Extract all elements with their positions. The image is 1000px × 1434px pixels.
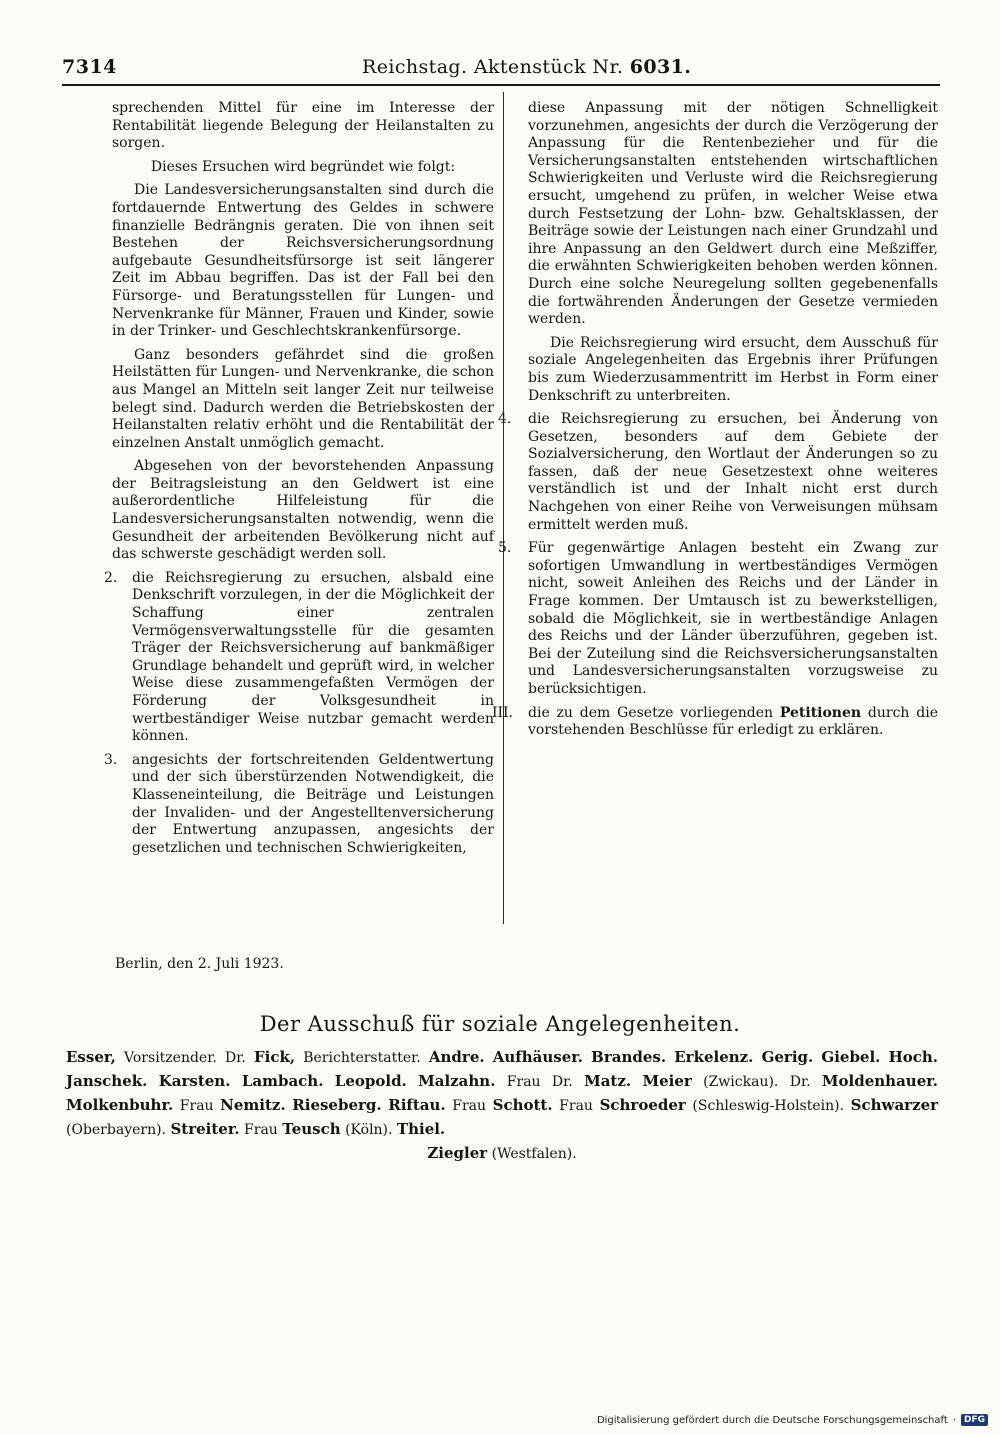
running-title-text: Reichstag. Aktenstück Nr. xyxy=(362,56,624,78)
item-number: III. xyxy=(492,704,514,721)
member-name: Hoch. xyxy=(888,1048,939,1066)
member-name: Gerig. xyxy=(761,1048,814,1066)
paragraph: Die Landesversicherungsanstalten sind durch die fortdauernde Entwertung des Geldes in schwere finanzielle Bedrängnis geraten. Die von ihnen seit Bestehen der Reichsversicherungsordnung aufgebaute Gesundheitsfürsorge ist seit längerer Zeit im Abbau begriffen. Das ist der Fall bei den Fürsorge- und Beratungsstellen für Lungen- und Nervenkranke für Männer, Frauen und Kinder, sowie in der Trinker- und Geschlechtskrankenfürsorge. xyxy=(112,182,494,340)
member-list-last-line xyxy=(66,1142,938,1166)
member-name: Schott. xyxy=(492,1096,553,1114)
paragraph: sprechenden Mittel für eine im Interesse der Rentabilität liegende Belegung der Heilanstalten zu sorgen. xyxy=(112,100,494,152)
member-name: Erkelenz. xyxy=(674,1048,754,1066)
member-name: Riftau. xyxy=(388,1096,446,1114)
member-name: Moldenhauer. xyxy=(821,1072,938,1090)
item-text: die Reichsregierung zu ersuchen, alsbald eine Denkschrift vorzulegen, in der die Möglichkeit der Schaffung einer zentralen Vermögensverwaltungsstelle für die gesamten Träger der Reichsversicherung auf bankmäßiger Grundlage behandelt und geprüft wird, in welcher Weise diese zusammengefaßten Vermögen der Förderung der Volksgesundheit in wertbeständiger Weise nutzbar gemacht werden können. xyxy=(132,569,494,745)
paragraph: Die Reichsregierung wird ersucht, dem Ausschuß für soziale Angelegenheiten das Ergebnis ihrer Prüfungen bis zum Wiederzusammentritt im Herbst in Form einer Denkschrift zu unterbreiten. xyxy=(528,334,938,404)
list-item xyxy=(492,704,938,740)
member-name: Fick, xyxy=(253,1048,296,1066)
member-role: Frau xyxy=(445,1098,493,1114)
member-name: Rieseberg. xyxy=(292,1096,382,1114)
column-divider xyxy=(503,92,504,924)
footer-text: Digitalisierung gefördert durch die Deutsche Forschungsgemeinschaft xyxy=(596,1414,948,1426)
item-text: Für gegenwärtige Anlagen besteht ein Zwang zur sofortigen Umwandlung in wertbeständiges Vermögen nicht, soweit Anleihen des Reichs und der Länder in Frage kommen. Der Umtausch ist zu bewerkstelligen, sobald die Möglichkeit, sie in wertbeständige Anlagen des Reichs und der Länder überzuführen, gegeben ist. Bei der Zuteilung sind die Reichsversicherungsanstalten und Landesversicherungsanstalten vorzugsweise zu berücksichtigen. xyxy=(528,540,938,697)
item-text xyxy=(528,705,938,739)
committee-title: Der Ausschuß für soziale Angelegenheiten. xyxy=(259,1012,741,1036)
paragraph: Abgesehen von der bevorstehenden Anpassung der Beitragsleistung an den Geldwert ist eine außerordentliche Hilfeleistung für die Landesversicherungsanstalten notwendig, wenn die Gesundheit der arbeitenden Bevölkerung nicht auf das schwerste geschädigt werden soll. xyxy=(112,458,494,563)
item-text-part: durch die vorstehenden Beschlüsse für erledigt zu erklären. xyxy=(528,704,938,739)
member-name: Meier xyxy=(642,1072,692,1090)
member-name: Esser, xyxy=(66,1048,116,1066)
member-name: Leopold. xyxy=(334,1072,407,1090)
paragraph: Dieses Ersuchen wird begründet wie folgt: xyxy=(150,158,456,175)
member-name: Schwarzer xyxy=(850,1096,939,1114)
member-name: Molkenbuhr. xyxy=(66,1096,174,1114)
member-list xyxy=(66,1046,938,1166)
footer-separator: · xyxy=(952,1414,956,1426)
member-role: Frau Dr. xyxy=(495,1074,585,1090)
member-name: Karsten. xyxy=(158,1072,231,1090)
list-item xyxy=(498,411,938,534)
item-number: 5. xyxy=(498,540,512,557)
member-name: Andre. xyxy=(428,1048,485,1066)
member-role: Berichterstatter. xyxy=(295,1050,429,1066)
running-title xyxy=(362,56,691,78)
member-role: Frau xyxy=(552,1098,593,1114)
member-name: Thiel. xyxy=(396,1120,446,1138)
member-role: (Schleswig-Holstein). xyxy=(685,1098,851,1114)
item-text-part: die zu dem Gesetze vorliegenden xyxy=(528,704,780,721)
dfg-logo: DFG xyxy=(961,1414,988,1426)
member-name: Malzahn. xyxy=(418,1072,496,1090)
right-column xyxy=(492,100,938,746)
member-name: Schroeder xyxy=(599,1096,686,1114)
item-number: 2. xyxy=(104,569,118,586)
member-role: Frau xyxy=(173,1098,221,1114)
document-number: 6031. xyxy=(629,56,692,78)
item-number: 3. xyxy=(104,751,118,768)
member-name: Matz. xyxy=(584,1072,632,1090)
list-item xyxy=(104,569,494,746)
page-header xyxy=(62,56,938,86)
item-text: angesichts der fortschreitenden Geldentwertung und der sich überstürzenden Notwendigkeit, die Klasseneinteilung, die Beiträge und Leistungen der Invaliden- und der Angestelltenversicherung der Entwertung anzupassen, angesichts der gesetzlichen und technischen Schwierigkeiten, xyxy=(132,751,494,856)
paragraph: diese Anpassung mit der nötigen Schnelligkeit vorzunehmen, angesichts der durch die Verzögerung der Anpassung für die Rentenbezieher und für die Versicherungsanstalten entstehenden wirtschaftlichen Schwierigkeiten und Verluste wird die Reichsregierung ersucht, umgehend zu prüfen, in welcher Weise etwa durch Festsetzung der Lohn- bzw. Gehaltsklassen, der Beiträge sowie der Leistungen nach einer Grundzahl und ihre Anpassung an den Geldwert durch eine Meßziffer, die erwähnten Schwierigkeiten behoben werden können. Durch eine solche Neuregelung sollten gegebenenfalls die fortwährenden Änderungen der Gesetze vermieden werden. xyxy=(528,100,938,328)
member-role: Vorsitzender. Dr. xyxy=(115,1050,254,1066)
list-item xyxy=(104,751,494,858)
header-rule xyxy=(62,84,940,86)
member-role: (Oberbayern). xyxy=(66,1122,171,1138)
paragraph: Ganz besonders gefährdet sind die großen Heilstätten für Lungen- und Nervenkranke, die schon aus Mangel an Mitteln seit langer Zeit nur teilweise belegt sind. Dadurch werden die Betriebskosten der Heilanstalten relativ erhöht und die Rentabilität der einzelnen Anstalt unmöglich gemacht. xyxy=(112,346,494,451)
member-name: Brandes. xyxy=(591,1048,667,1066)
item-text: die Reichsregierung zu ersuchen, bei Änderung von Gesetzen, besonders auf dem Gebiete der Sozialversicherung, den Wortlaut der Änderungen so zu fassen, daß der neue Gesetzestext ohne weiteres verständlich ist und der Inhalt nicht erst durch Nachgehen von einer Reihe von Verweisungen mühsam ermittelt werden muß. xyxy=(528,411,938,533)
member-name: Streiter. xyxy=(170,1120,240,1138)
item-number: 4. xyxy=(498,411,512,428)
page-number: 7314 xyxy=(62,56,117,78)
member-role: (Zwickau). Dr. xyxy=(691,1074,822,1090)
member-role: Frau xyxy=(239,1122,283,1138)
member-name: Giebel. xyxy=(821,1048,881,1066)
member-name: Aufhäuser. xyxy=(492,1048,584,1066)
member-role: (Westfalen). xyxy=(487,1146,577,1162)
member-name: Ziegler xyxy=(427,1144,488,1162)
member-name: Janschek. xyxy=(66,1072,148,1090)
member-name: Nemitz. xyxy=(220,1096,286,1114)
list-item xyxy=(498,540,938,698)
member-name: Teusch xyxy=(282,1120,341,1138)
digitization-footer xyxy=(597,1414,988,1426)
left-column xyxy=(104,100,494,863)
member-name: Lambach. xyxy=(241,1072,324,1090)
emphasis: Petitionen xyxy=(779,704,862,721)
member-role: (Köln). xyxy=(340,1122,397,1138)
date-line: Berlin, den 2. Juli 1923. xyxy=(115,956,284,972)
